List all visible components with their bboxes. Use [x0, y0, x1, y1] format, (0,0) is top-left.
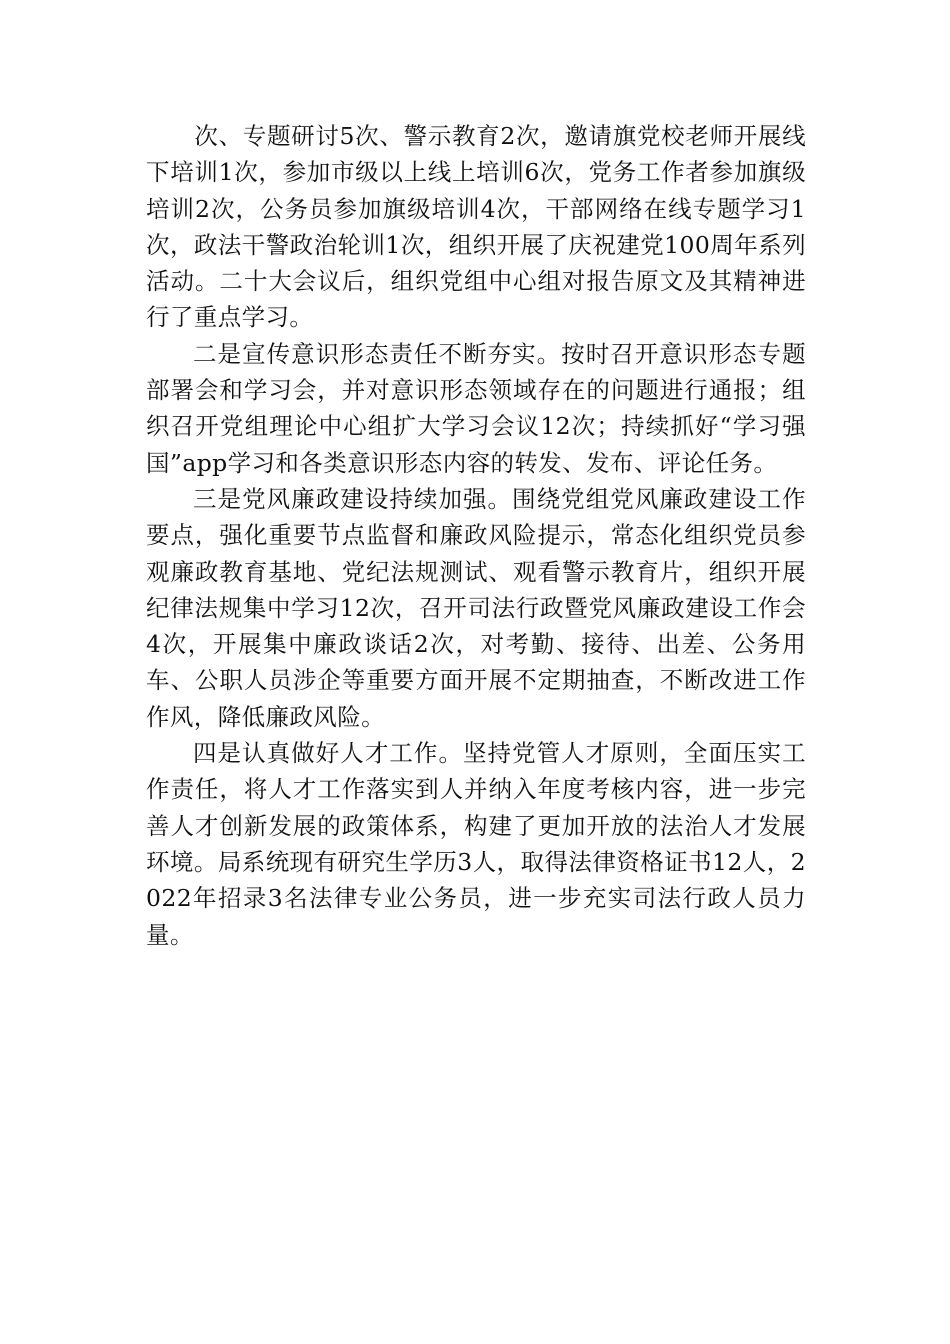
paragraph-ideology-responsibility: 二是宣传意识形态责任不断夯实。按时召开意识形态专题部署会和学习会，并对意识形态领域存在的问题进行通报；组织召开党组理论中心组扩大学习会议12次；持续抓好“学习强国”app学习和各类意识形态内容的转发、发布、评论任务。	[146, 339, 806, 477]
paragraph-training-summary: 次、专题研讨5次、警示教育2次，邀请旗党校老师开展线下培训1次，参加市级以上线上培训6次，党务工作者参加旗级培训2次，公务员参加旗级培训4次，干部网络在线专题学习1次，政法干警政治轮训1次，组织开展了庆祝建党100周年系列活动。二十大会议后，组织党组中心组对报告原文及其精神进行了重点学习。	[146, 122, 806, 332]
paragraph-clean-governance: 三是党风廉政建设持续加强。围绕党组党风廉政建设工作要点，强化重要节点监督和廉政风险提示，常态化组织党员参观廉政教育基地、党纪法规测试、观看警示教育片，组织开展纪律法规集中学习12次，召开司法行政暨党风廉政建设工作会4次，开展集中廉政谈话2次，对考勤、接待、出差、公务用车、公职人员涉企等重要方面开展不定期抽查，不断改进工作作风，降低廉政风险。	[146, 484, 806, 731]
document-body	[146, 118, 806, 953]
paragraph-talent-work: 四是认真做好人才工作。坚持党管人才原则，全面压实工作责任，将人才工作落实到人并纳入年度考核内容，进一步完善人才创新发展的政策体系，构建了更加开放的法治人才发展环境。局系统现有研究生学历3人，取得法律资格证书12人，2022年招录3名法律专业公务员，进一步充实司法行政人员力量。	[146, 739, 806, 949]
